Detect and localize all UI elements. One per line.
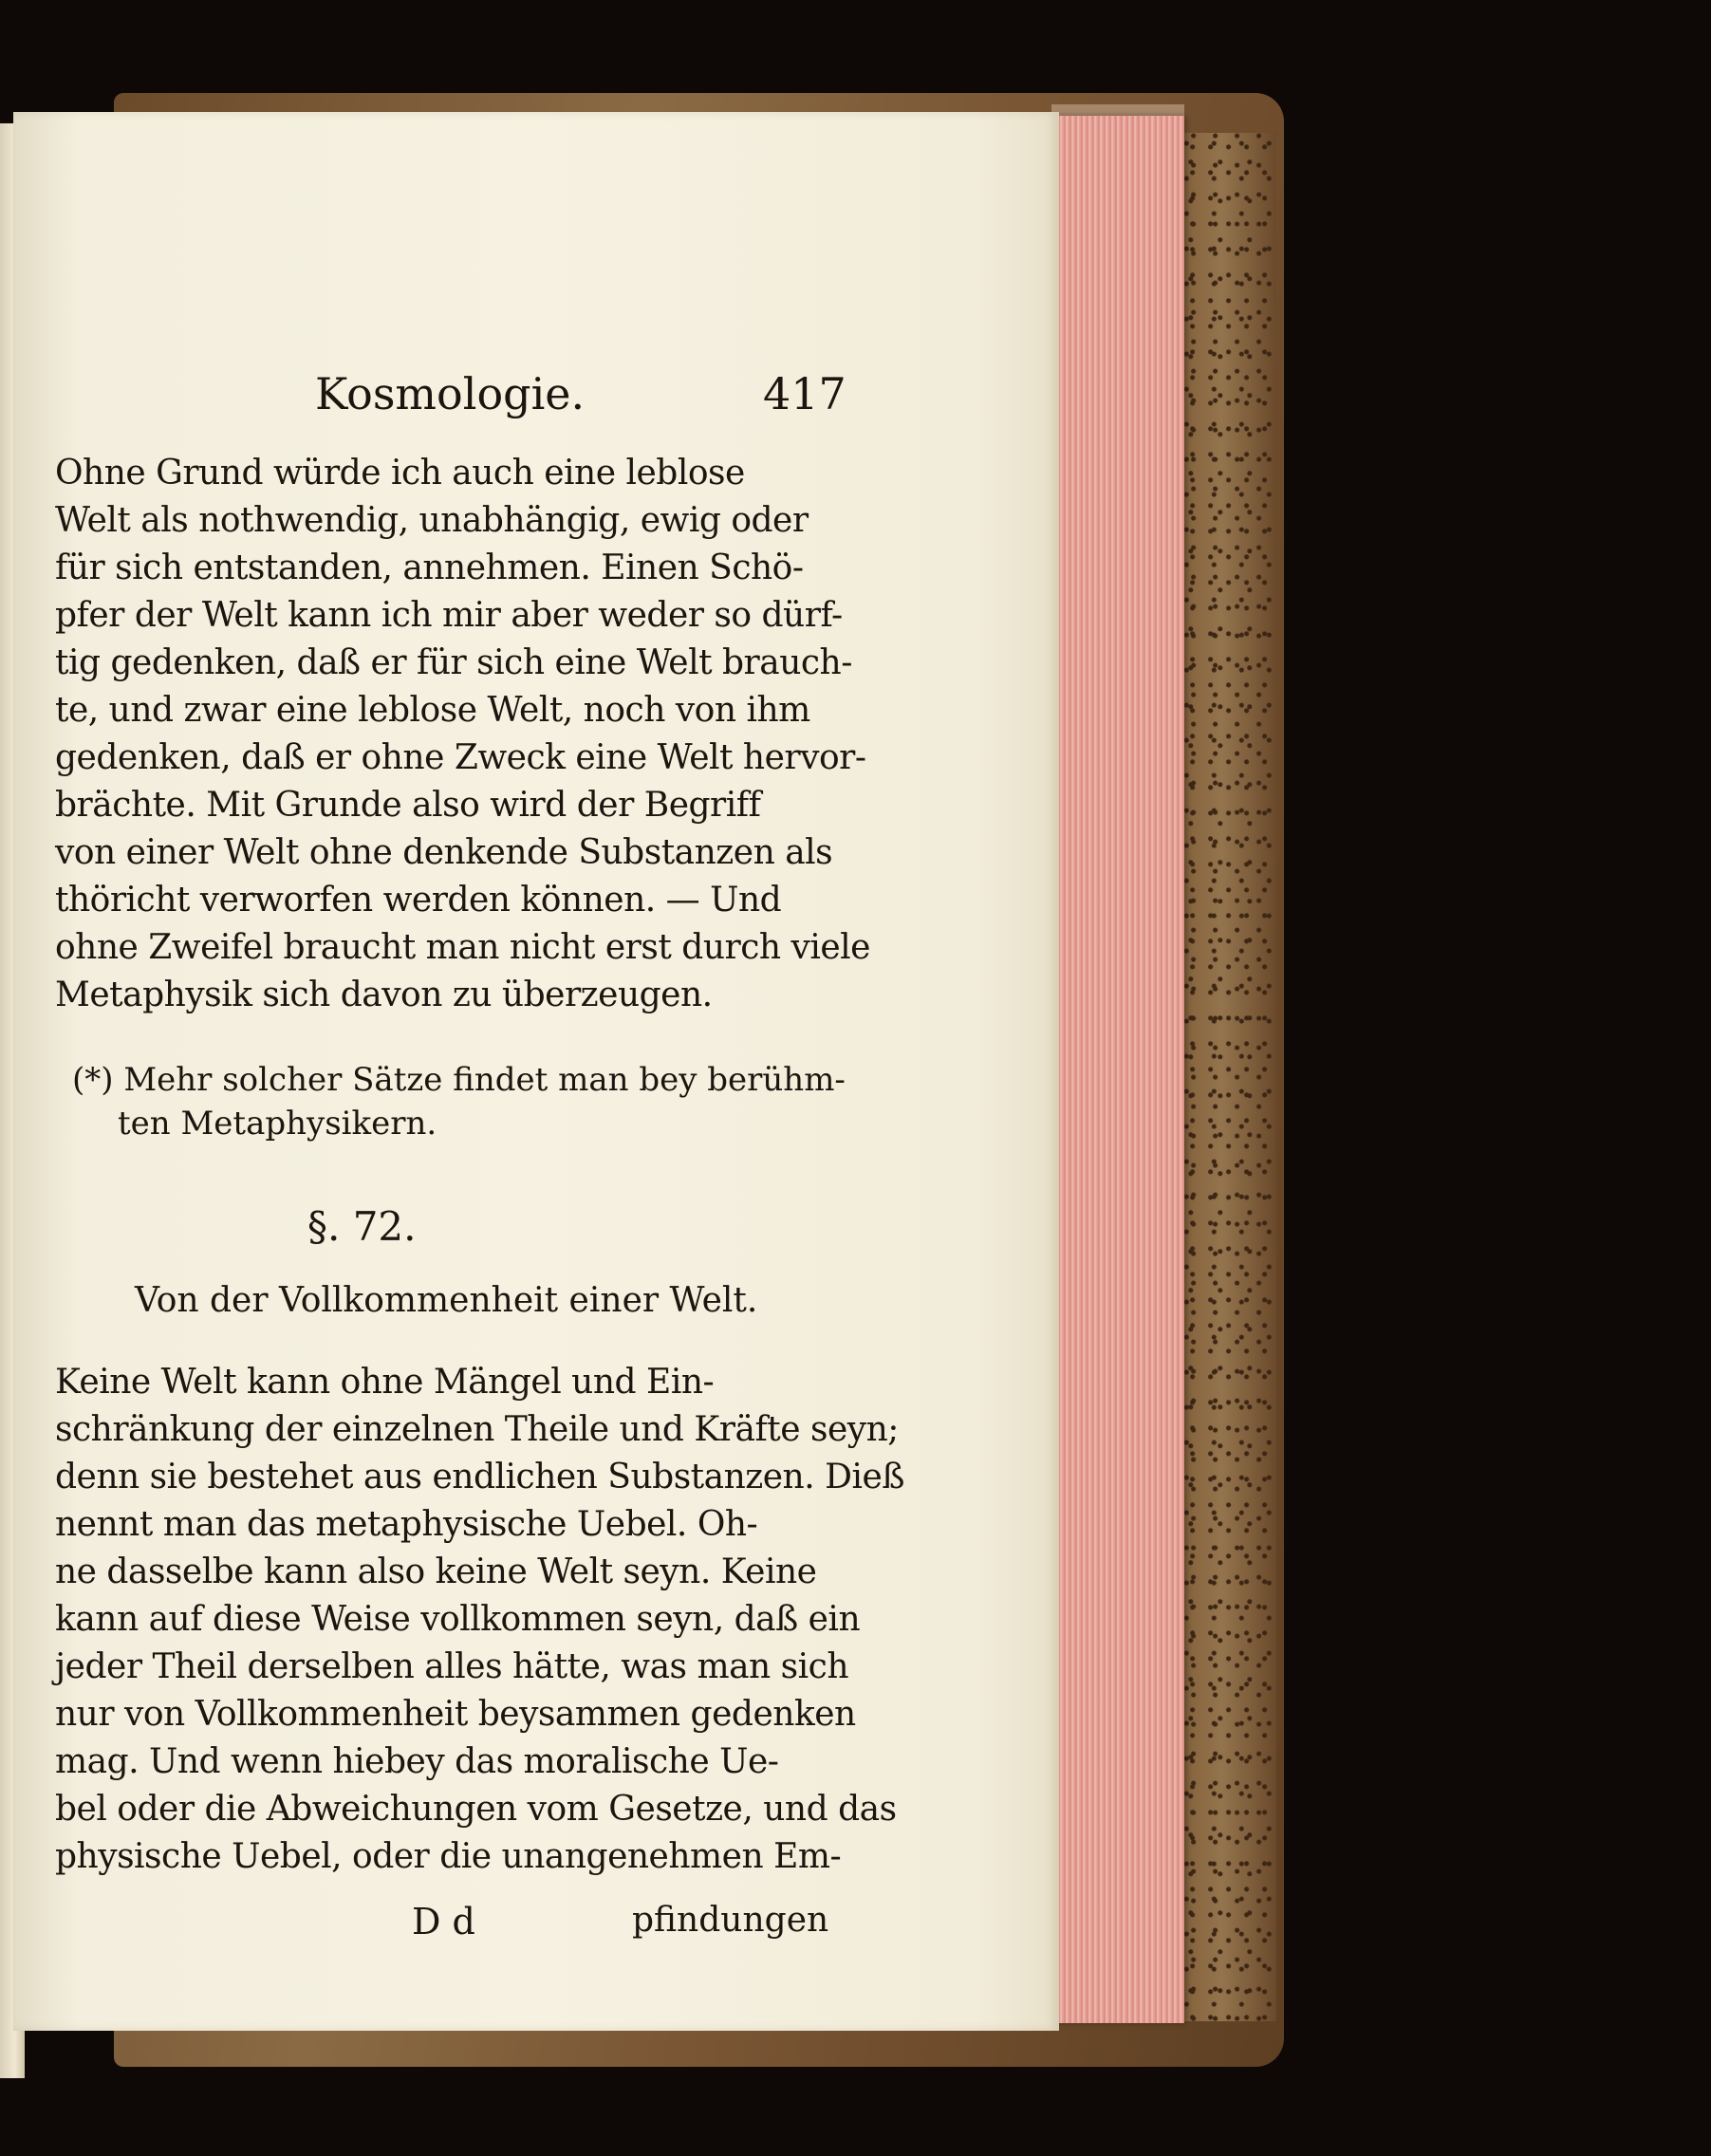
text-line: mag. Und wenn hiebey das moralische Ue-: [55, 1742, 779, 1781]
section-number: §. 72.: [307, 1203, 417, 1250]
text-line: kann auf diese Weise vollkommen seyn, daß ein: [55, 1600, 861, 1639]
text-line: von einer Welt ohne denkende Substanzen als: [55, 833, 833, 872]
text-line: ohne Zweifel braucht man nicht erst durch viele: [55, 928, 870, 967]
text-line: nennt man das metaphysische Uebel. Oh-: [55, 1505, 758, 1544]
text-line: bel oder die Abweichungen vom Gesetze, und das: [55, 1790, 897, 1829]
footnote-line: (*) Mehr solcher Sätze findet man bey berühm-: [72, 1061, 846, 1099]
text-line: thöricht verworfen werden können. — Und: [55, 881, 782, 920]
footnote-line: ten Metaphysikern.: [118, 1105, 437, 1143]
running-head: Kosmologie.: [315, 368, 586, 419]
text-line: physische Uebel, oder die unangenehmen Em-: [55, 1837, 842, 1876]
text-line: tig gedenken, daß er für sich eine Welt brauch-: [55, 643, 852, 682]
text-line: Ohne Grund würde ich auch eine leblose: [55, 454, 745, 493]
text-line: te, und zwar eine leblose Welt, noch von ihm: [55, 691, 810, 730]
section-title: Von der Vollkommenheit einer Welt.: [135, 1281, 758, 1320]
text-line: schränkung der einzelnen Theile und Kräfte seyn;: [55, 1410, 899, 1449]
text-line: pfer der Welt kann ich mir aber weder so dürf-: [55, 596, 843, 635]
signature-mark: D d: [412, 1901, 475, 1942]
text-line: Metaphysik sich davon zu überzeugen.: [55, 976, 713, 1014]
text-line: Keine Welt kann ohne Mängel und Ein-: [55, 1363, 715, 1402]
catchword: pfindungen: [632, 1901, 829, 1940]
page-number: 417: [763, 368, 846, 419]
text-line: Welt als nothwendig, unabhängig, ewig oder: [55, 501, 809, 540]
text-line: nur von Vollkommenheit beysammen gedenken: [55, 1695, 856, 1734]
text-line: brächte. Mit Grunde also wird der Begriff: [55, 786, 761, 825]
text-line: jeder Theil derselben alles hätte, was man sich: [55, 1647, 849, 1686]
page-block-edge: [1051, 116, 1184, 2023]
text-line: ne dasselbe kann also keine Welt seyn. Keine: [55, 1552, 817, 1591]
text-line: denn sie bestehet aus endlichen Substanzen. Dieß: [55, 1458, 904, 1496]
text-line: gedenken, daß er ohne Zweck eine Welt hervor-: [55, 738, 866, 777]
text-line: für sich entstanden, annehmen. Einen Schö-: [55, 548, 804, 587]
book-page: [13, 112, 1059, 2031]
